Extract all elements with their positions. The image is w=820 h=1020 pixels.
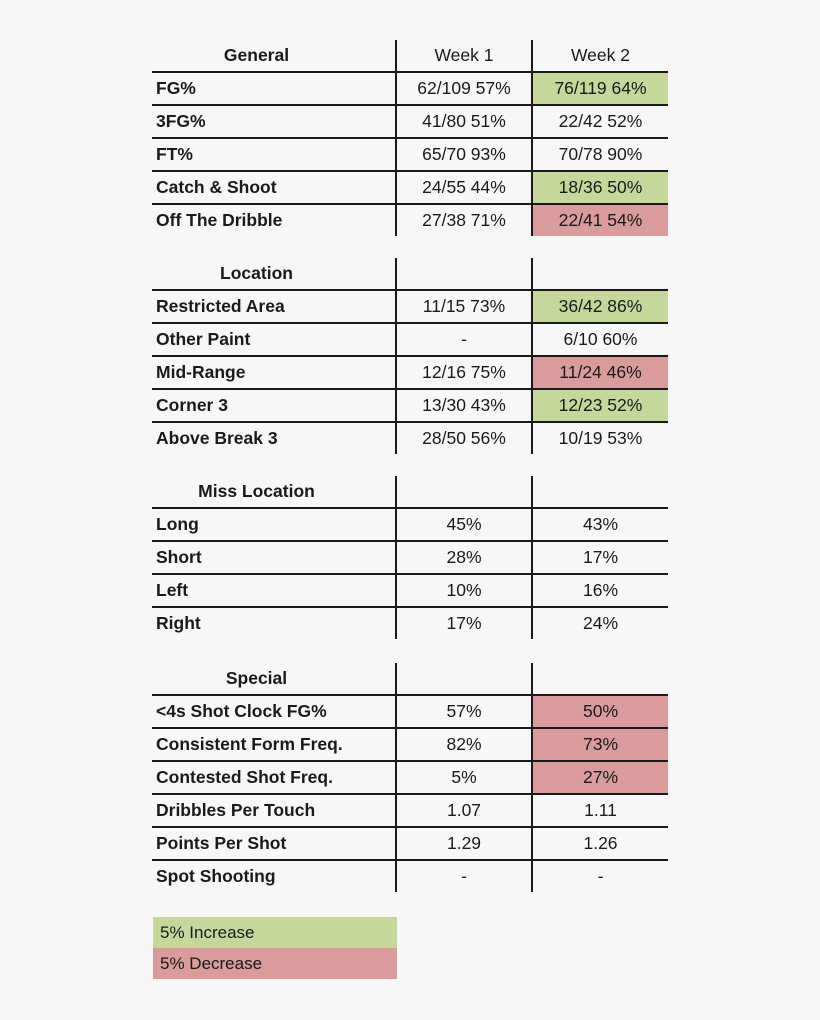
cell-week2: 27% <box>532 761 668 794</box>
stat-table-special <box>152 663 668 892</box>
column-header-week1 <box>396 258 532 290</box>
table-row <box>152 105 668 138</box>
cell-week2: 18/36 50% <box>532 171 668 204</box>
table-row <box>152 72 668 105</box>
cell-week2: - <box>532 860 668 892</box>
row-label: Consistent Form Freq. <box>152 728 396 761</box>
cell-week2: 12/23 52% <box>532 389 668 422</box>
section-header-row <box>152 476 668 508</box>
table-row <box>152 508 668 541</box>
cell-week1: 82% <box>396 728 532 761</box>
table-row <box>152 860 668 892</box>
cell-week1: - <box>396 860 532 892</box>
legend <box>153 917 397 979</box>
cell-week2: 17% <box>532 541 668 574</box>
table-row <box>152 827 668 860</box>
table-row <box>152 794 668 827</box>
table-row <box>152 138 668 171</box>
cell-week1: 24/55 44% <box>396 171 532 204</box>
cell-week1: 1.29 <box>396 827 532 860</box>
row-label: Other Paint <box>152 323 396 356</box>
row-label: Mid-Range <box>152 356 396 389</box>
section-title: Miss Location <box>152 476 396 508</box>
row-label: Spot Shooting <box>156 866 276 886</box>
row-label: Restricted Area <box>152 290 396 323</box>
cell-week2: 22/41 54% <box>532 204 668 236</box>
table-row <box>152 356 668 389</box>
table-row <box>152 695 668 728</box>
cell-week2: 10/19 53% <box>532 422 668 454</box>
table-row <box>152 323 668 356</box>
cell-week2: 76/119 64% <box>532 72 668 105</box>
table-row <box>152 171 668 204</box>
cell-week2: 36/42 86% <box>532 290 668 323</box>
stat-table-general <box>152 40 668 236</box>
stat-table-location <box>152 258 668 454</box>
cell-week2: 43% <box>532 508 668 541</box>
cell-week1: 10% <box>396 574 532 607</box>
legend-increase <box>153 917 397 948</box>
table-row <box>152 389 668 422</box>
legend-decrease <box>153 948 397 979</box>
cell-week2: 70/78 90% <box>532 138 668 171</box>
row-label: Contested Shot Freq. <box>152 761 396 794</box>
row-label: FG% <box>152 72 396 105</box>
cell-week2: 1.11 <box>532 794 668 827</box>
row-label: Corner 3 <box>152 389 396 422</box>
column-header-week2: Week 2 <box>532 40 668 72</box>
section-header-row <box>152 258 668 290</box>
row-label: Catch & Shoot <box>152 171 396 204</box>
section-header-row <box>152 40 668 72</box>
stat-table-miss-location <box>152 476 668 639</box>
table-row <box>152 574 668 607</box>
legend-increase-label: 5% Increase <box>160 923 255 942</box>
cell-week2: 6/10 60% <box>532 323 668 356</box>
cell-week1: - <box>396 323 532 356</box>
table-row <box>152 607 668 639</box>
column-header-week2 <box>532 476 668 508</box>
cell-week1: 1.07 <box>396 794 532 827</box>
cell-week2: 24% <box>532 607 668 639</box>
cell-week1: 27/38 71% <box>396 204 532 236</box>
row-label: FT% <box>152 138 396 171</box>
row-label: Left <box>152 574 396 607</box>
table-row <box>152 422 668 454</box>
row-label: Above Break 3 <box>156 428 278 448</box>
row-label: Right <box>156 613 201 633</box>
row-label: 3FG% <box>152 105 396 138</box>
cell-week2: 22/42 52% <box>532 105 668 138</box>
cell-week2: 73% <box>532 728 668 761</box>
table-row <box>152 728 668 761</box>
row-label: Short <box>152 541 396 574</box>
table-row <box>152 204 668 236</box>
table-row <box>152 761 668 794</box>
row-label: Off The Dribble <box>156 210 283 230</box>
column-header-week2 <box>532 258 668 290</box>
table-row <box>152 290 668 323</box>
cell-week1: 5% <box>396 761 532 794</box>
cell-week1: 17% <box>396 607 532 639</box>
cell-week2: 16% <box>532 574 668 607</box>
section-title: General <box>152 40 396 72</box>
cell-week2: 50% <box>532 695 668 728</box>
cell-week1: 45% <box>396 508 532 541</box>
legend-decrease-label: 5% Decrease <box>160 954 263 973</box>
cell-week1: 41/80 51% <box>396 105 532 138</box>
cell-week1: 11/15 73% <box>396 290 532 323</box>
column-header-week1: Week 1 <box>396 40 532 72</box>
cell-week2: 1.26 <box>532 827 668 860</box>
cell-week1: 12/16 75% <box>396 356 532 389</box>
row-label: Long <box>152 508 396 541</box>
cell-week2: 11/24 46% <box>532 356 668 389</box>
row-label: <4s Shot Clock FG% <box>152 695 396 728</box>
section-title: Special <box>152 663 396 695</box>
section-title: Location <box>152 258 396 290</box>
cell-week1: 13/30 43% <box>396 389 532 422</box>
column-header-week1 <box>396 663 532 695</box>
table-row <box>152 541 668 574</box>
column-header-week2 <box>532 663 668 695</box>
row-label: Dribbles Per Touch <box>152 794 396 827</box>
cell-week1: 28% <box>396 541 532 574</box>
section-header-row <box>152 663 668 695</box>
cell-week1: 57% <box>396 695 532 728</box>
row-label: Points Per Shot <box>152 827 396 860</box>
cell-week1: 65/70 93% <box>396 138 532 171</box>
cell-week1: 62/109 57% <box>396 72 532 105</box>
cell-week1: 28/50 56% <box>396 422 532 454</box>
column-header-week1 <box>396 476 532 508</box>
